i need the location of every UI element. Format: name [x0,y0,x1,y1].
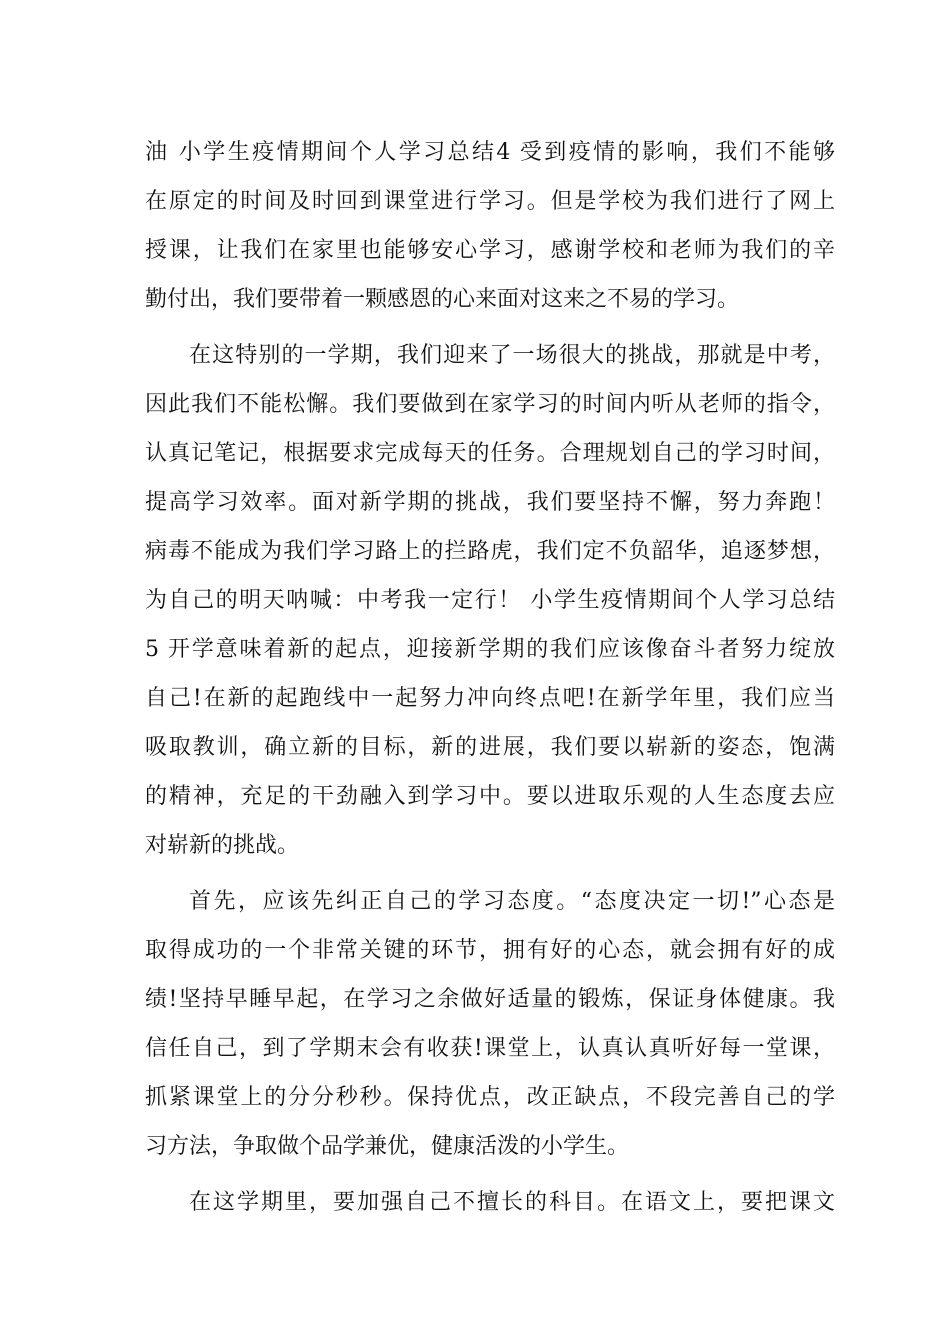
text-line: 授课，让我们在家里也能够安心学习，感谢学校和老师为我们的辛 [145,238,835,263]
text-line: 5 开学意味着新的起点，迎接新学期的我们应该像奋斗者努力绽放 [145,637,835,662]
text-line: 在这特别的一学期，我们迎来了一场很大的挑战，那就是中考， [189,343,835,368]
text-line: 取得成功的一个非常关键的环节，拥有好的心态，就会拥有好的成 [145,938,835,963]
text-line: 习方法，争取做个品学兼优，健康活泼的小学生。 [145,1134,630,1159]
text-line: 提高学习效率。面对新学期的挑战，我们要坚持不懈，努力奔跑！ [145,490,835,515]
text-line: 吸取教训，确立新的目标，新的进展，我们要以崭新的姿态，饱满 [145,735,835,760]
text-line: 认真记笔记，根据要求完成每天的任务。合理规划自己的学习时间， [145,441,835,466]
text-line: 的精神，充足的干劲融入到学习中。要以进取乐观的人生态度去应 [145,784,835,809]
text-line: 绩!坚持早睡早起，在学习之余做好适量的锻炼，保证身体健康。我 [145,987,835,1012]
text-line: 病毒不能成为我们学习路上的拦路虎，我们定不负韶华，追逐梦想， [145,539,835,564]
text-line: 因此我们不能松懈。我们要做到在家学习的时间内听从老师的指令， [145,392,835,417]
text-line: 勤付出，我们要带着一颗感恩的心来面对这来之不易的学习。 [145,287,740,312]
body-text [145,128,835,1227]
text-line: 抓紧课堂上的分分秒秒。保持优点，改正缺点，不段完善自己的学 [145,1085,835,1110]
text-line: 自己!在新的起跑线中一起努力冲向终点吧!在新学年里，我们应当 [145,686,835,711]
text-line: 信任自己，到了学期末会有收获!课堂上，认真认真听好每一堂课， [145,1036,835,1061]
text-line: 在这学期里，要加强自己不擅长的科目。在语文上，要把课文 [189,1190,835,1215]
text-line: 为自己的明天呐喊：中考我一定行！ 小学生疫情期间个人学习总结 [145,588,835,613]
text-line: 油 小学生疫情期间个人学习总结4 受到疫情的影响，我们不能够 [145,140,835,165]
text-line: 在原定的时间及时回到课堂进行学习。但是学校为我们进行了网上 [145,189,835,214]
text-line: 首先，应该先纠正自己的学习态度。“态度决定一切!”心态是 [189,889,835,914]
text-line: 对崭新的挑战。 [145,833,300,858]
